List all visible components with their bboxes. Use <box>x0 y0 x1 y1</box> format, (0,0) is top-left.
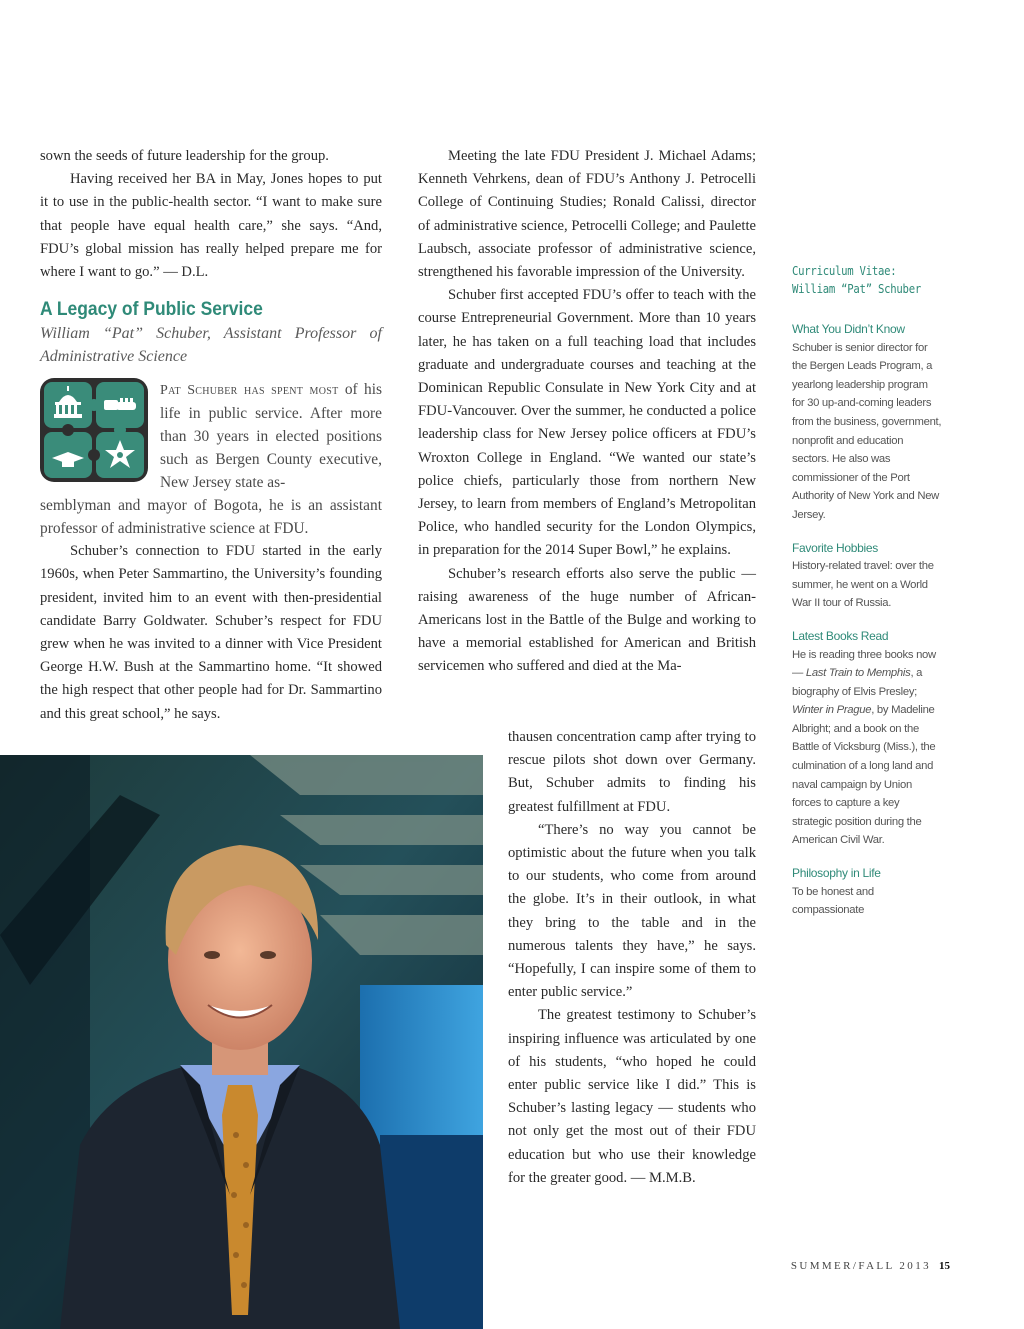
book-title: Last Train to Memphis <box>805 667 911 680</box>
paragraph: thausen concentration camp after trying to rescue pilots shot down over Germany. But, Schuber admits to finding his greatest fulfillment at FDU. <box>508 729 756 815</box>
sidebar-heading: Favorite Hobbies <box>792 540 878 555</box>
intro-continuation: semblyman and mayor of Bogota, he is an assistant professor of administrative science at FDU. <box>40 497 382 538</box>
page-number: 15 <box>939 1260 950 1272</box>
article-column-2-continued <box>508 726 756 1190</box>
paragraph: Schuber’s connection to FDU started in the early 1960s, when Peter Sammartino, the University’s founding president, invited him to an event with then-presidential candidate Barry Goldwater. Schuber’s respect for FDU grew when he was invited to a dinner with Vice President George H.W. Bush at the Sammartino home. “It showed the high respect that other people had for Dr. Sammartino and this great school,” he says. <box>40 543 382 722</box>
byline: William “Pat” Schuber, Assistant Professor of Administrative Science <box>40 325 382 366</box>
sidebar-body: Schuber is senior director for the Bergen Leads Program, a yearlong leadership program for 30 up-and-coming leaders from the business, government, nonprofit and education sectors. He also was commissioner of the Port Authority of New York and New Jersey. <box>792 341 942 521</box>
page-footer <box>791 1260 950 1272</box>
books-text: , by Madeline Albright; and a book on the Battle of Vicksburg (Miss.), the culmination of a long land and naval campaign by Union forces to capture a key strategic position during the American Civil War. <box>792 704 936 847</box>
paragraph: The greatest testimony to Schuber’s inspiring influence was articulated by one of his students, “who hoped he could enter public service like I did.” This is Schuber’s lasting legacy — students who not only get the most out of their FDU education but who use their knowledge for the greater good. — M.M.B. <box>508 1007 756 1186</box>
intro-with-icon <box>40 378 382 494</box>
books-text: , a biography of Elvis Presley; <box>792 667 923 698</box>
sidebar-body: To be honest and compassionate <box>792 885 874 917</box>
portrait-photo <box>0 755 483 1329</box>
section-title: A Legacy of Public Service <box>40 299 263 321</box>
sidebar-title <box>792 262 920 298</box>
paragraph: Having received her BA in May, Jones hopes to put it to use in the public-health sector. “I want to make sure that people have equal health care,” she says. “And, FDU’s global mission has really helped prepare me for where I want to go.” — D.L. <box>40 171 382 281</box>
paragraph: sown the seeds of future leadership for the group. <box>40 148 329 164</box>
book-title: Winter in Prague <box>792 704 872 717</box>
public-service-puzzle-icon <box>40 378 148 482</box>
sidebar-heading: What You Didn’t Know <box>792 322 905 336</box>
books-text: He is reading three books now — <box>792 648 936 680</box>
article-column-2 <box>418 145 756 679</box>
sidebar-body: History-related travel: over the summer, he went on a World War II tour of Russia. <box>792 560 934 610</box>
article-column-1 <box>40 145 382 726</box>
paragraph: Schuber’s research efforts also serve the public — raising awareness of the huge number of African-Americans lost in the Battle of the Bulge and working to have a memorial established for American and British servicemen who suffered and died at the Ma- <box>418 565 756 675</box>
sidebar-title-line-1: Curriculum Vitae: <box>792 263 897 278</box>
paragraph: Schuber first accepted FDU’s offer to teach with the course Entrepreneurial Government. More than 10 years later, he has taken on a full teaching load that includes graduate and undergraduate courses and teaching at the Dominican Republic Consulate in New York City and at FDU-Vancouver. Over the summer, he conducted a police leadership class for New Jersey police officers at FDU’s Wroxton College in England. “We wanted our state’s police chiefs, particularly those from northern New Jersey, to learn from members of England’s Metropolitan Police, who handled security for the London Olympics, in preparation for the 2014 Super Bowl,” he explains. <box>418 287 756 559</box>
intro-lead: Pat Schuber has spent most <box>160 383 339 399</box>
issue-label: SUMMER/FALL 2013 <box>790 1260 931 1272</box>
sidebar-heading: Latest Books Read <box>792 628 889 643</box>
sidebar-title-line-2: William “Pat” Schuber <box>792 281 921 296</box>
paragraph: Meeting the late FDU President J. Michael Adams; Kenneth Vehrkens, dean of FDU’s Anthony J. Petrocelli College of Continuing Studies; Ronald Calissi, director of administrative science, Petrocelli College; and Paulette Laubsch, associate professor of administrative science, strengthened his favorable impression of the University. <box>418 148 756 281</box>
sidebar-body-books <box>792 646 942 851</box>
paragraph: “There’s no way you cannot be optimistic about the future when you talk to our students, who come from around the globe. It’s in their outlook, in what they bring to the table and in the numerous talents they have,” he says. “Hopefully, I can inspire some of them to enter public service.” <box>508 821 756 1001</box>
intro-rest: of his life in public service. After more than 30 years in elected positions such as Bergen County executive, New Jersey state as- <box>160 381 382 492</box>
curriculum-vitae-sidebar <box>792 262 942 934</box>
sidebar-heading: Philosophy in Life <box>792 866 881 881</box>
intro-text <box>160 378 382 494</box>
